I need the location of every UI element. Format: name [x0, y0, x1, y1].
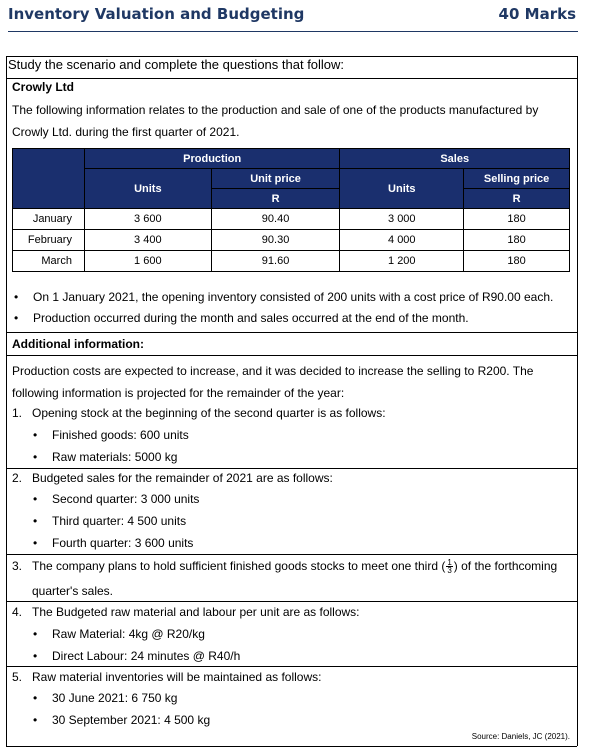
unit-price-currency: R — [211, 189, 340, 209]
bullet-text: Production occurred during the month and sales occurred at the end of the month. — [33, 311, 469, 325]
marks-label: 40 Marks — [498, 5, 576, 23]
bullet-icon: • — [33, 627, 38, 641]
sub-item-text: 30 September 2021: 4 500 kg — [52, 713, 211, 727]
frame-left-border-top — [6, 56, 7, 79]
bullet-icon: • — [33, 450, 38, 464]
sales-units-cell: 1 200 — [340, 251, 464, 272]
frame-bottom-border — [6, 746, 577, 747]
bullet-text: On 1 January 2021, the opening inventory consisted of 200 units with a cost price of R90.00 each. — [33, 290, 554, 304]
selling-price-cell: 180 — [464, 251, 570, 272]
bullet-icon: • — [33, 428, 38, 442]
selling-price-cell: 180 — [464, 209, 570, 230]
sales-units-header: Units — [340, 169, 464, 209]
sub-item-text: Raw Material: 4kg @ R20/kg — [52, 627, 205, 641]
one-third-fraction — [446, 559, 452, 574]
bullet-icon: • — [33, 713, 38, 727]
additional-heading: Additional information: — [12, 337, 144, 351]
table-row — [13, 230, 570, 251]
item-text-part: ) of the forthcoming — [453, 559, 558, 573]
production-units-cell: 3 400 — [84, 230, 211, 251]
item-number: 1. — [12, 406, 23, 420]
fraction-numerator: 1 — [447, 558, 452, 568]
table-row — [13, 209, 570, 230]
bullet-icon: • — [33, 536, 38, 550]
sales-units-cell: 4 000 — [340, 230, 464, 251]
sales-units-cell: 3 000 — [340, 209, 464, 230]
scenario-top-border — [6, 78, 577, 79]
intro-paragraph: The following information relates to the production and sale of one of the products manufactured by Crowly Ltd. during the first quarter of 2021. — [12, 103, 539, 139]
sub-item-text: Finished goods: 600 units — [52, 428, 189, 442]
item-text-part: The company plans to hold sufficient finished goods stocks to meet one third ( — [32, 559, 446, 573]
production-sales-table — [12, 148, 570, 272]
item-text: Opening stock at the beginning of the second quarter is as follows: — [32, 406, 386, 420]
unit-price-cell: 91.60 — [211, 251, 340, 272]
item-number: 3. — [12, 559, 23, 573]
month-cell: February — [13, 230, 85, 251]
additional-paragraph: Production costs are expected to increase, and it was decided to increase the selling to R200. The following information is projected for the remainder of the year: — [12, 364, 534, 400]
selling-price-header: Selling price — [464, 169, 570, 189]
instruction-text: Study the scenario and complete the questions that follow: — [8, 57, 345, 72]
unit-price-cell: 90.40 — [211, 209, 340, 230]
item-text: The Budgeted raw material and labour per unit are as follows: — [32, 605, 360, 619]
table-row — [13, 251, 570, 272]
item-text — [32, 559, 557, 574]
sub-item-text: Third quarter: 4 500 units — [52, 514, 187, 528]
bullet-icon: • — [33, 514, 38, 528]
bullet-icon: • — [33, 691, 38, 705]
selling-price-currency: R — [464, 189, 570, 209]
production-units-cell: 1 600 — [84, 251, 211, 272]
bullet-icon: • — [14, 290, 19, 304]
sub-item-text: Second quarter: 3 000 units — [52, 492, 200, 506]
item-divider — [6, 554, 577, 555]
frame-right-border — [577, 56, 578, 746]
unit-price-header: Unit price — [211, 169, 340, 189]
section-divider — [6, 332, 577, 333]
bullet-icon: • — [14, 311, 19, 325]
company-name: Crowly Ltd — [12, 80, 74, 94]
item-number: 2. — [12, 471, 23, 485]
item-text: Budgeted sales for the remainder of 2021 are as follows: — [32, 471, 333, 485]
selling-price-cell: 180 — [464, 230, 570, 251]
table-corner-cell — [13, 149, 85, 209]
item-number: 5. — [12, 670, 23, 684]
document-title: Inventory Valuation and Budgeting — [8, 5, 305, 23]
production-group-header: Production — [84, 149, 339, 169]
frame-left-border — [6, 78, 7, 746]
page-header — [8, 2, 578, 32]
bullet-icon: • — [33, 649, 38, 663]
bullet-icon: • — [33, 492, 38, 506]
item-divider — [6, 468, 577, 469]
item-number: 4. — [12, 605, 23, 619]
production-units-header: Units — [84, 169, 211, 209]
item-text: Raw material inventories will be maintained as follows: — [32, 670, 322, 684]
production-units-cell: 3 600 — [84, 209, 211, 230]
month-cell: March — [13, 251, 85, 272]
fraction-denominator: 3 — [447, 566, 452, 576]
sub-item-text: Direct Labour: 24 minutes @ R40/h — [52, 649, 241, 663]
month-cell: January — [13, 209, 85, 230]
item-divider — [6, 666, 577, 667]
source-citation: Source: Daniels, JC (2021). — [471, 732, 570, 741]
sales-group-header: Sales — [340, 149, 570, 169]
section-divider — [6, 355, 577, 356]
sub-item-text: 30 June 2021: 6 750 kg — [52, 691, 178, 705]
sub-item-text: Raw materials: 5000 kg — [52, 450, 178, 464]
item-divider — [6, 601, 577, 602]
sub-item-text: Fourth quarter: 3 600 units — [52, 536, 194, 550]
item-text: quarter's sales. — [32, 584, 113, 598]
unit-price-cell: 90.30 — [211, 230, 340, 251]
